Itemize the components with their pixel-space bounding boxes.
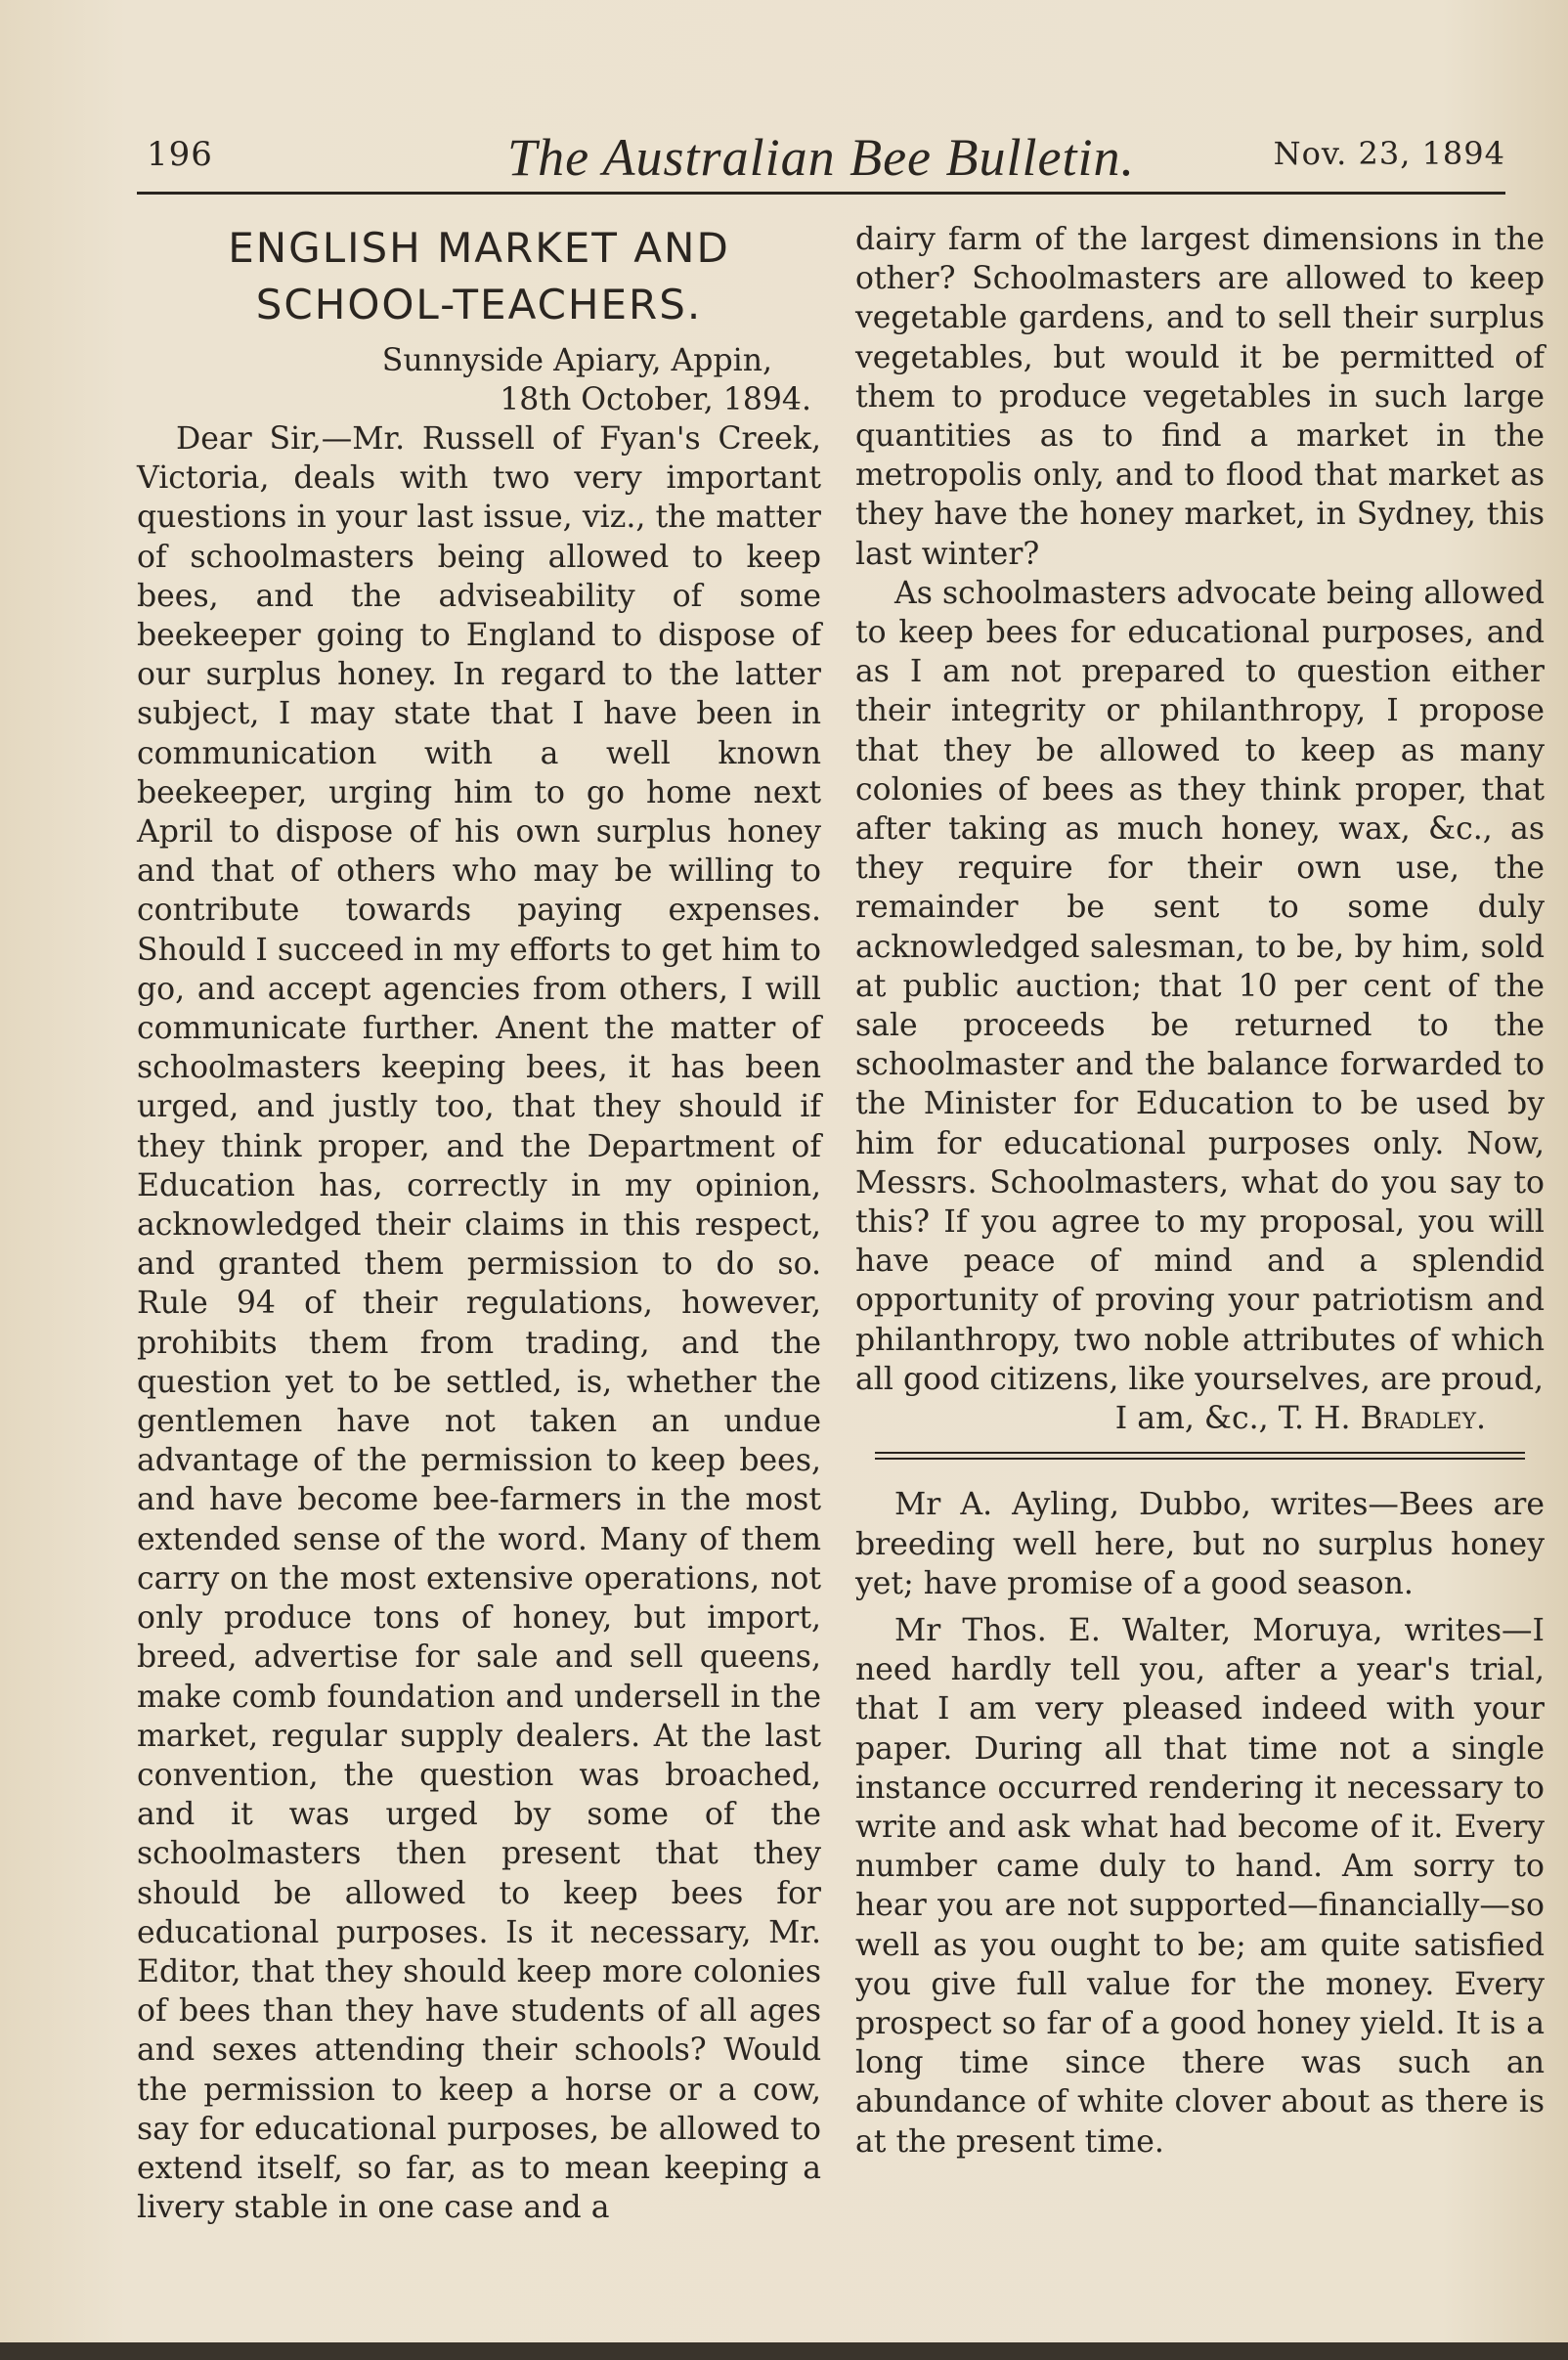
letter-walter: Mr Thos. E. Walter, Moruya, writes—I need hardly tell you, after a year's trial, that I am very pleased indeed with your paper. During all that time not a single instance occurred rendering it necessary to write and ask what had become of it. Every number came duly to hand. Am sorry to hear you are not supported—financially—so well as you ought to be; am quite satisfied you give full value for the money. Every prospect so far of a good honey yield. It is a long time since there was such an abundance of white clover about as there is at the present time.	[855, 1612, 1545, 2160]
article-signature	[855, 1399, 1545, 1438]
header-rule	[137, 192, 1505, 195]
page-bottom-edge	[0, 2342, 1568, 2360]
article-title-line-2: SCHOOL-TEACHERS.	[255, 281, 703, 328]
publication-title: The Australian Bee Bulletin.	[507, 128, 1135, 187]
letter-ayling: Mr A. Ayling, Dubbo, writes—Bees are breeding well here, but no surplus honey yet; have promise of a good season.	[855, 1487, 1545, 1601]
right-column	[855, 220, 1545, 2162]
issue-date: Nov. 23, 1894	[1273, 135, 1505, 172]
article-paragraph-1: Dear Sir,—Mr. Russell of Fyan's Creek, Victoria, deals with two very important questions in your last issue, viz., the matter of schoolmasters being allowed to keep bees, and the adviseability of some beekeeper going to England to dispose of our surplus honey. In regard to the latter subject, I may state that I have been in communication with a well known beekeeper, urging him to go home next April to dispose of his own surplus honey and that of others who may be willing to contribute towards paying expenses. Should I succeed in my efforts to get him to go, and accept agencies from others, I will communicate further. Anent the matter of schoolmasters keeping bees, it has been urged, and justly too, that they should if they think proper, and the Department of Education has, correctly in my opinion, acknowledged their claims in this respect, and granted them permission to do so. Rule 94 of their regulations, however, prohibits them from trading, and the question yet to be settled, is, whether the gentlemen have not taken an undue advantage of the permission to keep bees, and have become bee-farmers in the most extended sense of the word. Many of them carry on the most extensive operations, not only produce tons of honey, but import, breed, advertise for sale and sell queens, make comb foundation and undersell in the market, regular supply dealers. At the last convention, the question was broached, and it was urged by some of the schoolmasters then present that they should be allowed to keep bees for educational purposes. Is it necessary, Mr. Editor, that they should keep more colonies of bees than they have students of all ages and sexes attending their schools? Would the permission to keep a horse or a cow, say for educational purposes, be allowed to extend itself, so far, as to mean keeping a livery stable in one case and a	[137, 421, 821, 2226]
article-paragraph-1-continued: dairy farm of the largest dimensions in the other? Schoolmasters are allowed to keep vegetable gardens, and to sell their surplus vegetables, but would it be permitted of them to produce vegetables in such large quantities as to find a market in the metropolis only, and to flood that market as they have the honey market, in Sydney, this last winter?	[855, 222, 1545, 572]
dateline-place: Sunnyside Apiary, Appin,	[381, 343, 772, 378]
signature-name: Bradley.	[1360, 1401, 1486, 1437]
page-number: 196	[147, 135, 213, 174]
article-paragraph-2: As schoolmasters advocate being allowed to keep bees for educational purposes, and as I am not prepared to question either their integrity or philanthropy, I propose that they be allowed to keep as many colonies of bees as they think proper, that after taking as much honey, wax, &c., as they require for their own use, the remainder be sent to some duly acknowledged salesman, to be, by him, sold at public auction; that 10 per cent of the sale proceeds be returned to the schoolmaster and the balance forwarded to the Minister for Education to be used by him for educational purposes only. Now, Messrs. Schoolmasters, what do you say to this? If you agree to my proposal, you will have peace of mind and a splendid opportunity of proving your patriotism and philanthropy, two noble attributes of which all good citizens, like yourselves, are proud,	[855, 575, 1545, 1397]
article-title	[137, 220, 821, 333]
section-divider	[855, 1452, 1545, 1462]
signature-prefix: I am, &c., T. H.	[1114, 1401, 1351, 1437]
article-title-line-1: ENGLISH MARKET AND	[228, 224, 730, 272]
page-header	[137, 127, 1505, 186]
dateline	[137, 341, 821, 419]
left-column	[137, 220, 821, 2227]
dateline-date: 18th October, 1894.	[500, 382, 811, 417]
